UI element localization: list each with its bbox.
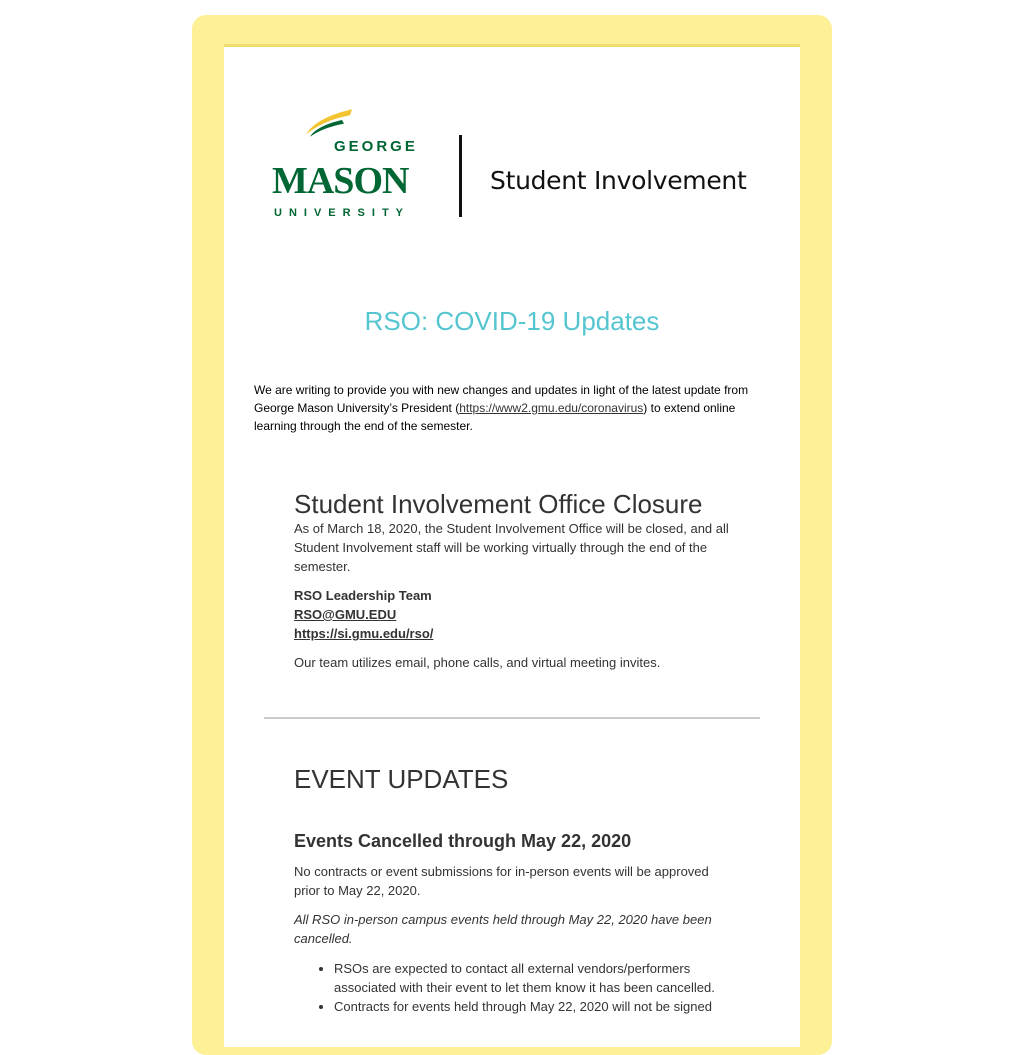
- events-section: [294, 764, 734, 1016]
- logo-george: GEORGE: [334, 138, 418, 155]
- events-bullets: [294, 959, 734, 1016]
- closure-heading: Student Involvement Office Closure: [294, 489, 703, 519]
- list-item: • Contracts for events held through May 22, 2020 will not be signed: [334, 997, 734, 1016]
- events-italic: All RSO in-person campus events held through May 22, 2020 have been cancelled.: [294, 912, 712, 946]
- rso-site-link[interactable]: https://si.gmu.edu/rso/: [294, 626, 434, 641]
- logo-department: Student Involvement: [490, 166, 747, 195]
- logo-mason: MASON: [272, 160, 409, 202]
- page-title: RSO: COVID-19 Updates: [364, 306, 660, 336]
- email-link[interactable]: RSO@GMU.EDU: [294, 607, 397, 622]
- coronavirus-link[interactable]: https://www2.gmu.edu/coronavirus: [459, 401, 644, 415]
- closure-note: Our team utilizes email, phone calls, and virtual meeting invites.: [294, 655, 661, 670]
- list-item: • RSOs are expected to contact all external vendors/performers associated with their event to let them know it has been cancelled.: [334, 959, 734, 997]
- team-name: RSO Leadership Team: [294, 588, 432, 603]
- plume-icon: [292, 108, 362, 138]
- events-body: No contracts or event submissions for in-person events will be approved prior to May 22, 2020.: [294, 864, 709, 898]
- intro-after: ) to extend online learning through the end of the semester.: [254, 401, 736, 433]
- closure-section: [294, 489, 734, 672]
- logo-divider: [459, 135, 462, 217]
- gmu-logo: [272, 108, 432, 220]
- intro-text: [254, 381, 764, 435]
- header-logo: [272, 108, 762, 220]
- logo-university: UNIVERSITY: [274, 207, 411, 219]
- section-divider: [264, 717, 760, 719]
- events-subheading: Events Cancelled through May 22, 2020: [294, 831, 632, 851]
- intro-before: We are writing to provide you with new changes and updates in light of the latest update from George Mason University’s President (: [254, 383, 749, 415]
- events-heading: EVENT UPDATES: [294, 764, 509, 794]
- closure-body: As of March 18, 2020, the Student Involvement Office will be closed, and all Student Involvement staff will be working virtually through the end of the semester.: [294, 521, 729, 574]
